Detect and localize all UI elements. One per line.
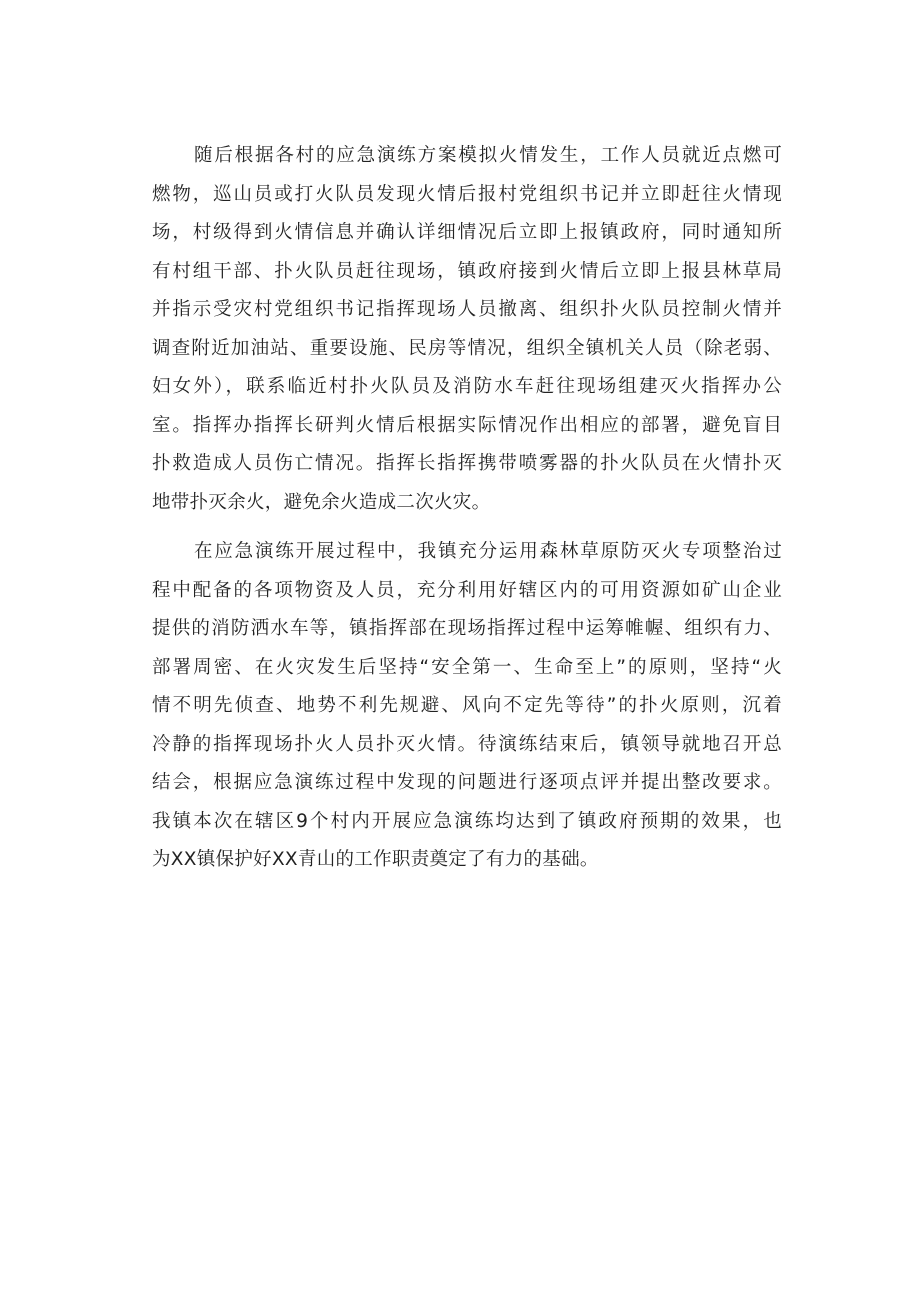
paragraph-line: 在应急演练开展过程中，我镇充分运用森林草原防灭火专项整治过 (194, 541, 782, 562)
paragraph-line: 燃物，巡山员或打火队员发现火情后报村党组织书记并立即赶往火情现 (152, 183, 782, 205)
paragraph-line: 结会，根据应急演练过程中发现的问题进行逐项点评并提出整改要求。 (152, 772, 782, 793)
paragraph-line: 提供的消防洒水车等，镇指挥部在现场指挥过程中运筹帷幄、组织有力、 (152, 618, 782, 639)
paragraph-divider (152, 522, 782, 533)
paragraph-2 (152, 533, 782, 880)
document-body (152, 137, 782, 880)
paragraph-line: 为XX镇保护好XX青山的工作职责奠定了有力的基础。 (152, 849, 599, 870)
paragraph-line: 情不明先侦查、地势不利先规避、风向不定先等待”的扑火原则，沉着 (152, 695, 782, 716)
paragraph-line: 随后根据各村的应急演练方案模拟火情发生，工作人员就近点燃可 (194, 145, 782, 166)
paragraph-line: 地带扑灭余火，避免余火造成二次火灾。 (152, 491, 491, 513)
paragraph-line: 冷静的指挥现场扑火人员扑灭火情。待演练结束后，镇领导就地召开总 (152, 733, 782, 755)
paragraph-line: 扑救造成人员伤亡情况。指挥长指挥携带喷雾器的扑火队员在火情扑灭 (152, 453, 782, 474)
paragraph-line: 妇女外），联系临近村扑火队员及消防水车赶往现场组建灭火指挥办公 (152, 376, 782, 397)
paragraph-line: 并指示受灾村党组织书记指挥现场人员撤离、组织扑火队员控制火情并 (152, 299, 782, 320)
paragraph-line: 有村组干部、扑火队员赶往现场，镇政府接到火情后立即上报县林草局 (152, 260, 782, 282)
paragraph-line: 调查附近加油站、重要设施、民房等情况，组织全镇机关人员（除老弱、 (152, 337, 782, 359)
paragraph-1 (152, 137, 782, 522)
paragraph-line: 室。指挥办指挥长研判火情后根据实际情况作出相应的部署，避免盲目 (152, 414, 782, 436)
paragraph-line: 部署周密、在火灾发生后坚持“安全第一、生命至上”的原则，坚持“火 (152, 656, 782, 678)
paragraph-line: 我镇本次在辖区9个村内开展应急演练均达到了镇政府预期的效果，也 (152, 810, 782, 832)
paragraph-line: 程中配备的各项物资及人员，充分利用好辖区内的可用资源如矿山企业 (152, 579, 782, 601)
paragraph-line: 场，村级得到火情信息并确认详细情况后立即上报镇政府，同时通知所 (152, 222, 782, 243)
